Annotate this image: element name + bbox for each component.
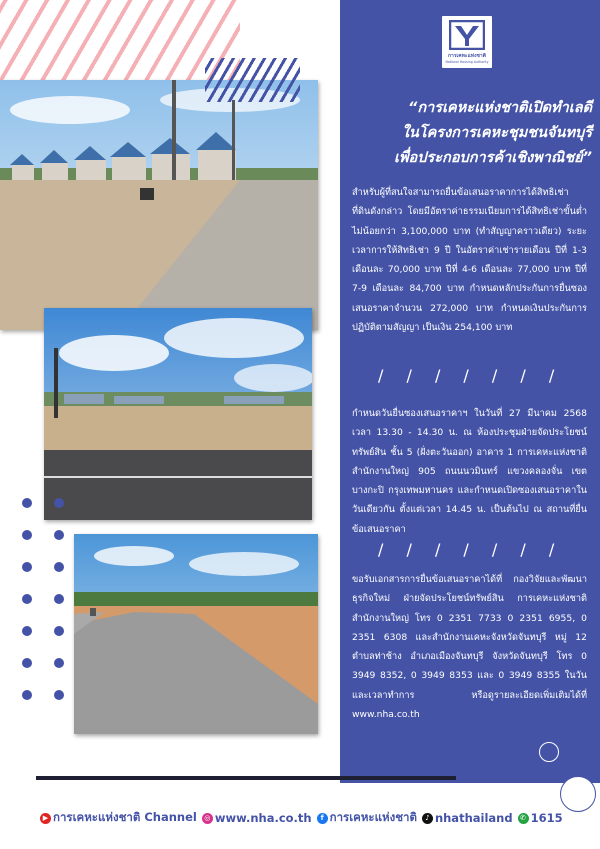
youtube-icon: ▶: [40, 813, 51, 824]
nha-logo: [442, 16, 492, 68]
road-construction-photo: [74, 534, 318, 734]
hotline-link[interactable]: [518, 811, 563, 825]
tiktok-label: nhathailand: [434, 811, 513, 825]
logo-name-en: National Housing Authority: [445, 60, 489, 64]
title-line: “การเคหะแห่งชาติเปิดทำเลดี: [408, 100, 592, 116]
rental-terms-paragraph: สำหรับผู้ที่สนใจสามารถยื่นข้อเสนอราคาการได้สิทธิเช่าที่ดินดังกล่าว โดยมีอัตราค่าธรรมเนียมการได้สิทธิเช่าขั้นต่ำไม่น้อยกว่า 3,100,000 บาท (ทำสัญญาคราวเดียว) ระยะเวลาการให้สิทธิเช่า 9 ปี ในอัตราค่าเช่ารายเดือน ปีที่ 1-3 เดือนละ 70,000 บาท ปีที่ 4-6 เดือนละ 77,000 บาท ปีที่ 7-9 เดือนละ 84,700 บาท กำหนดหลักประกันการยื่นซองเสนอราคาจำนวน 272,000 บาท กำหนดเงินประกันการปฏิบัติตามสัญญา เป็นเงิน 254,100 บาท: [352, 187, 587, 334]
website-label: www.nha.co.th: [214, 811, 312, 825]
page-title: [352, 96, 592, 171]
hotline-label: 1615: [530, 811, 563, 825]
nha-logo-mark: [449, 20, 485, 50]
youtube-link[interactable]: [40, 809, 197, 827]
facebook-label: การเคหะแห่งชาติ: [329, 810, 417, 824]
tiktok-link[interactable]: [422, 811, 513, 825]
youtube-label: การเคหะแห่งชาติ Channel: [53, 810, 197, 824]
tiktok-icon: ♪: [422, 813, 433, 824]
bid-schedule-paragraph: กำหนดวันยื่นซองเสนอราคาฯ ในวันที่ 27 มีนาคม 2568 เวลา 13.30 - 14.30 น. ณ ห้องประชุมฝ่ายจัดประโยชน์ทรัพย์สิน ชั้น 5 (ฝั่งตะวันออก) อาคาร 1 การเคหะแห่งชาติ สำนักงานใหญ่ 905 ถนนนวมินทร์ แขวงคลองจั่น เขตบางกะปิ กรุงเทพมหานคร และกำหนดเปิดซองเสนอราคาในวันเดียวกัน ตั้งแต่เวลา 14.45 น. เป็นต้นไป ณ สถานที่ยื่นข้อเสนอราคา: [352, 408, 587, 535]
contact-paragraph: ขอรับเอกสารการยื่นข้อเสนอราคาได้ที่ กองวิจัยและพัฒนาธุรกิจใหม่ ฝ่ายจัดประโยชน์ทรัพย์สิน การเคหะแห่งชาติ สำนักงานใหญ่ โทร 0 2351 7733 0 2351 6955, 0 2351 6308 และสำนักงานเคหะจังหวัดจันทบุรี หมู่ 12 ตำบลท่าช้าง อำเภอเมืองจันทบุรี จังหวัดจันทบุรี โทร 0 3949 8352, 0 3949 8353 และ 0 3949 8355 ในวันและเวลาทำการ หรือดูรายละเอียดเพิ่มเติมได้ที่ www.nha.co.th: [352, 574, 587, 721]
circle-decoration: [539, 742, 559, 762]
title-line: ในโครงการเคหะชุมชนจันทบุรี: [401, 125, 592, 141]
footer-contacts: [40, 808, 600, 828]
facebook-icon: f: [317, 813, 328, 824]
phone-icon: ✆: [518, 813, 529, 824]
circle-decoration: [560, 776, 596, 812]
housing-photo: [0, 80, 318, 330]
title-line: เพื่อประกอบการค้าเชิงพาณิชย์”: [394, 150, 592, 166]
facebook-link[interactable]: [317, 809, 417, 827]
divider-line: [36, 776, 456, 780]
slash-divider: / / / / / / /: [378, 366, 564, 385]
website-link[interactable]: [202, 811, 312, 825]
slash-divider: / / / / / / /: [378, 540, 564, 559]
blue-stripes-decoration: [205, 58, 300, 102]
logo-name-th: การเคหะแห่งชาติ: [448, 53, 486, 59]
roadside-land-photo: [44, 308, 312, 520]
instagram-icon: ◎: [202, 813, 213, 824]
